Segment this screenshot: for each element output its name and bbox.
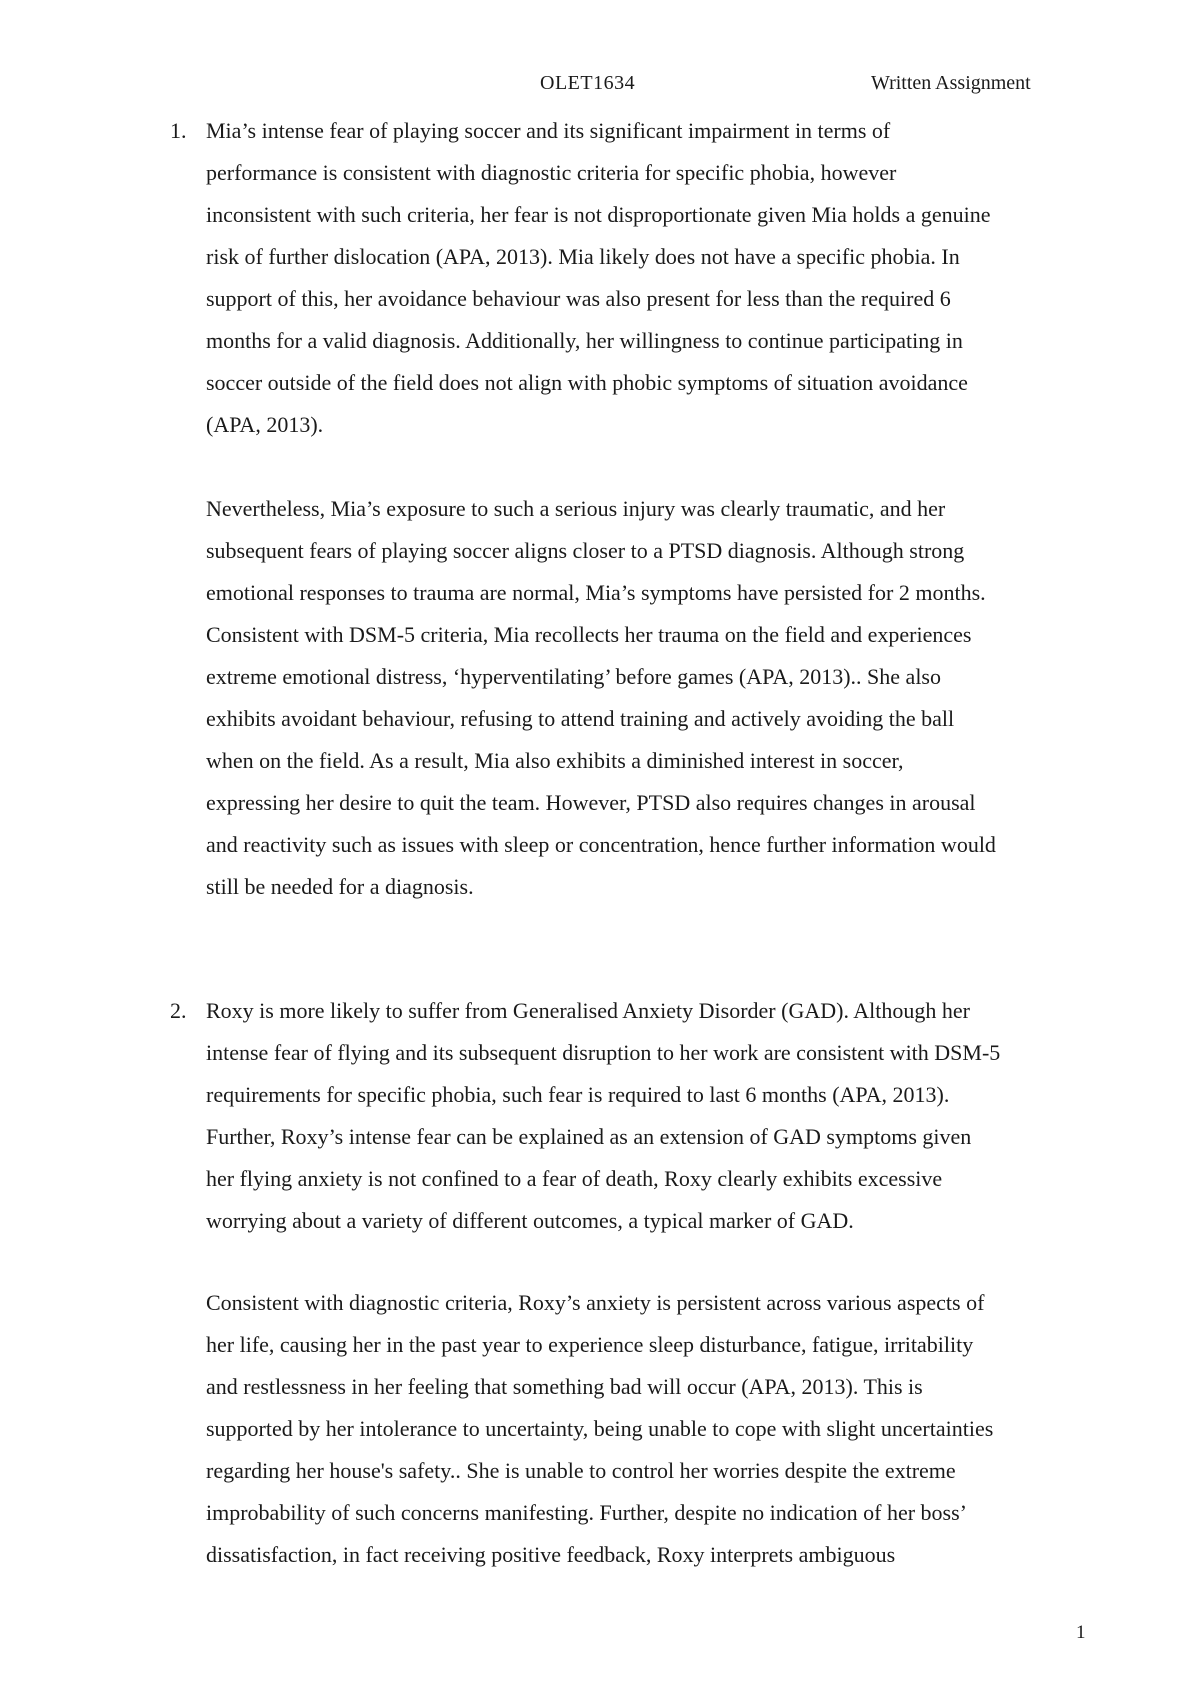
answer-2 <box>170 990 1100 1242</box>
text-line: exhibits avoidant behaviour, refusing to attend training and actively avoiding the ball <box>206 706 955 731</box>
text-line: expressing her desire to quit the team. However, PTSD also requires changes in arousal <box>206 790 976 815</box>
text-line: dissatisfaction, in fact receiving positive feedback, Roxy interprets ambiguous <box>206 1542 896 1567</box>
text-line: months for a valid diagnosis. Additionally, her willingness to continue participating in <box>206 328 963 353</box>
text-line: subsequent fears of playing soccer aligns closer to a PTSD diagnosis. Although strong <box>206 538 965 563</box>
header-assignment-title: Written Assignment <box>871 72 1031 94</box>
answer-1-paragraph-2 <box>206 488 1100 908</box>
text-line: performance is consistent with diagnostic criteria for specific phobia, however <box>206 160 897 185</box>
text-line: worrying about a variety of different outcomes, a typical marker of GAD. <box>206 1208 854 1233</box>
text-line: and reactivity such as issues with sleep or concentration, hence further information would <box>206 832 996 857</box>
text-line: risk of further dislocation (APA, 2013). Mia likely does not have a specific phobia. In <box>206 244 960 269</box>
page-number: 1 <box>1076 1622 1086 1643</box>
text-line: support of this, her avoidance behaviour was also present for less than the required 6 <box>206 286 951 311</box>
header-course-code: OLET1634 <box>540 72 636 94</box>
text-line: Consistent with DSM-5 criteria, Mia recollects her trauma on the field and experiences <box>206 622 972 647</box>
text-line: requirements for specific phobia, such fear is required to last 6 months (APA, 2013). <box>206 1082 950 1107</box>
text-line: intense fear of flying and its subsequent disruption to her work are consistent with DSM-5 <box>206 1040 1001 1065</box>
text-line: inconsistent with such criteria, her fear is not disproportionate given Mia holds a genuine <box>206 202 991 227</box>
answer-1-continued <box>170 488 1100 908</box>
answer-2-paragraph-1 <box>206 990 1100 1242</box>
text-line: extreme emotional distress, ‘hyperventilating’ before games (APA, 2013).. She also <box>206 664 941 689</box>
text-line: improbability of such concerns manifesting. Further, despite no indication of her boss’ <box>206 1500 968 1525</box>
text-line: Consistent with diagnostic criteria, Roxy’s anxiety is persistent across various aspects of <box>206 1290 985 1315</box>
text-line: supported by her intolerance to uncertainty, being unable to cope with slight uncertainties <box>206 1416 994 1441</box>
answer-1-paragraph-1 <box>206 110 1100 446</box>
answer-2-paragraph-2 <box>206 1282 1100 1576</box>
text-line: still be needed for a diagnosis. <box>206 874 474 899</box>
text-line: her flying anxiety is not confined to a fear of death, Roxy clearly exhibits excessive <box>206 1166 943 1191</box>
answer-1 <box>170 110 1100 446</box>
text-line: soccer outside of the field does not align with phobic symptoms of situation avoidance <box>206 370 968 395</box>
text-line: regarding her house's safety.. She is unable to control her worries despite the extreme <box>206 1458 956 1483</box>
text-line: Mia’s intense fear of playing soccer and its significant impairment in terms of <box>206 118 891 143</box>
text-line: (APA, 2013). <box>206 412 324 437</box>
text-line: Roxy is more likely to suffer from Generalised Anxiety Disorder (GAD). Although her <box>206 998 970 1023</box>
answer-number: 1. <box>170 118 187 143</box>
answer-number: 2. <box>170 998 187 1023</box>
text-line: and restlessness in her feeling that something bad will occur (APA, 2013). This is <box>206 1374 923 1399</box>
text-line: Nevertheless, Mia’s exposure to such a serious injury was clearly traumatic, and her <box>206 496 946 521</box>
answer-2-continued <box>170 1282 1100 1576</box>
text-line: her life, causing her in the past year to experience sleep disturbance, fatigue, irritability <box>206 1332 974 1357</box>
text-line: Further, Roxy’s intense fear can be explained as an extension of GAD symptoms given <box>206 1124 972 1149</box>
text-line: when on the field. As a result, Mia also exhibits a diminished interest in soccer, <box>206 748 904 773</box>
text-line: emotional responses to trauma are normal, Mia’s symptoms have persisted for 2 months. <box>206 580 986 605</box>
